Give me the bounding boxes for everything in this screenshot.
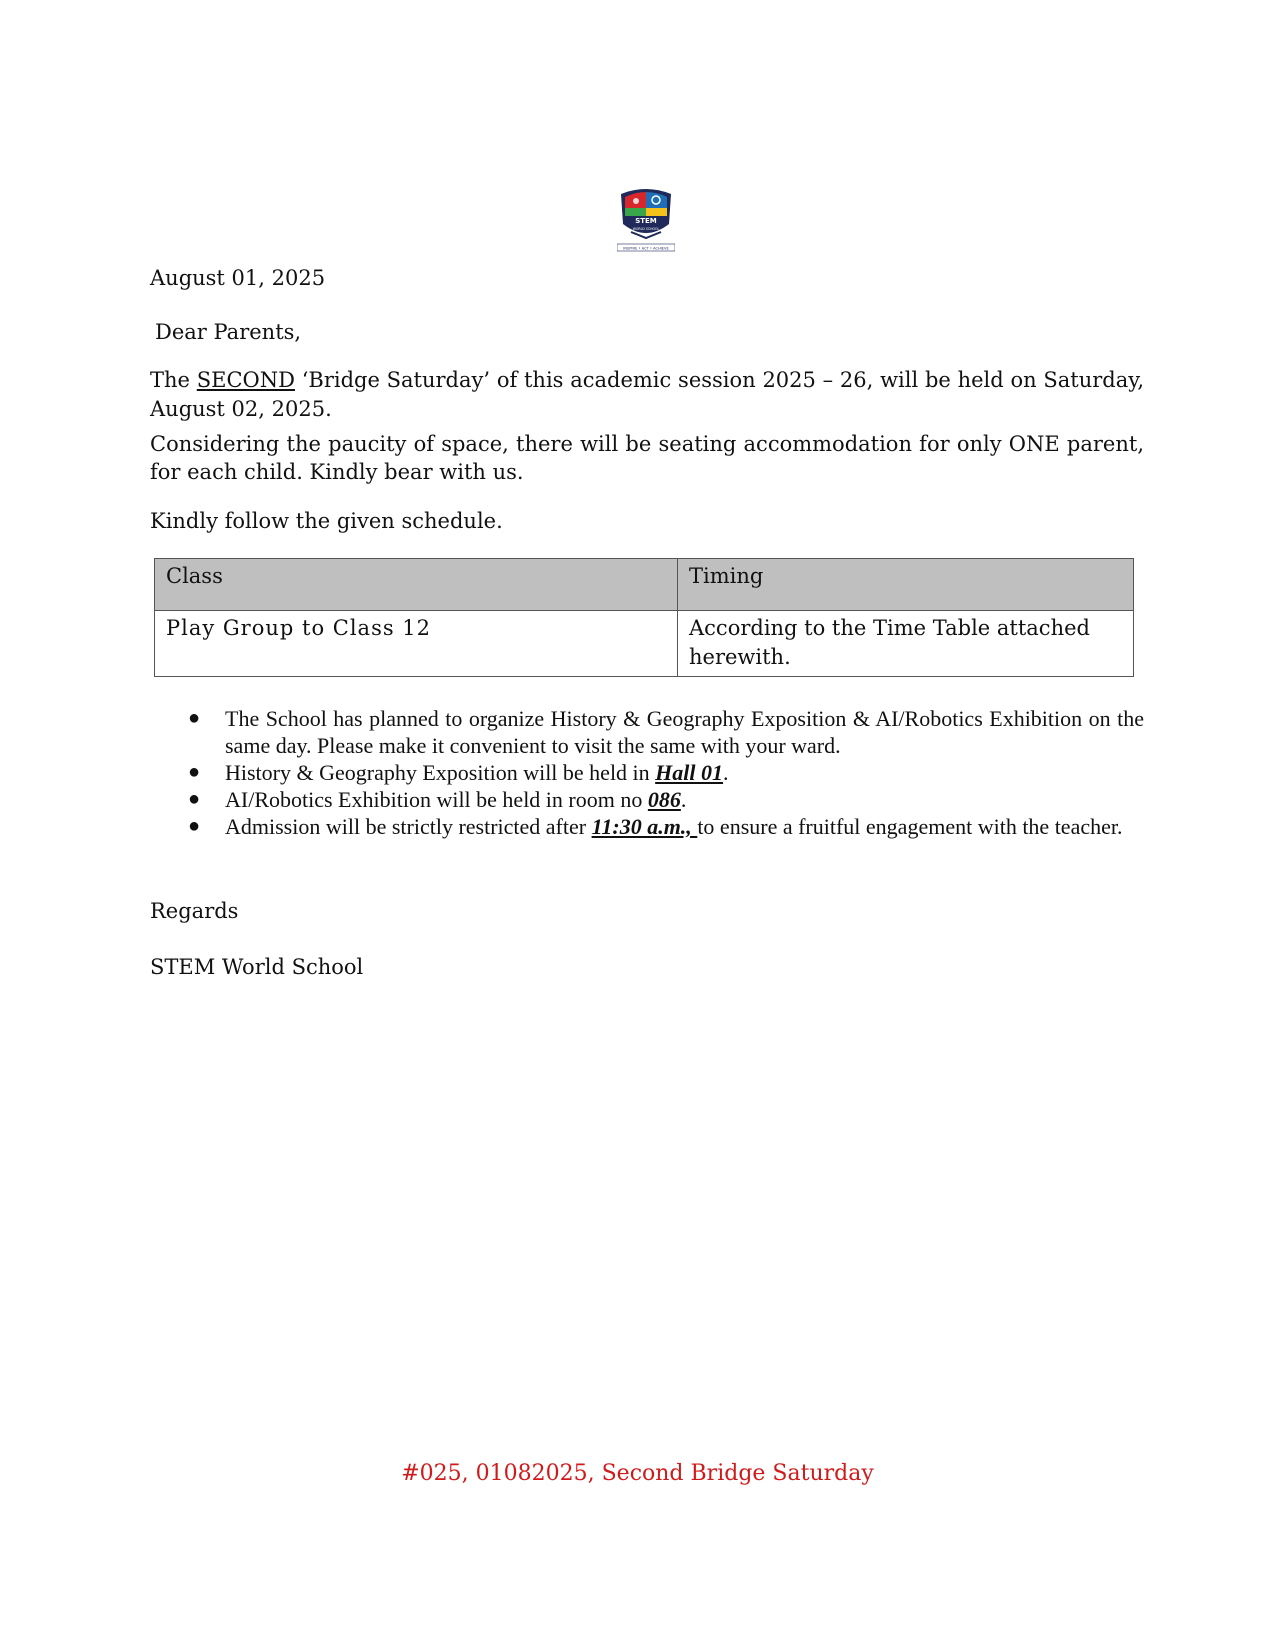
note-post: . [723,760,729,785]
school-logo [617,186,675,254]
list-item [188,813,1144,840]
table-row [155,611,1134,677]
note-pre: AI/Robotics Exhibition will be held in room no [225,787,648,812]
logo-subtext: WORLD SCHOOL [632,227,660,231]
footer-reference: #025, 01082025, Second Bridge Saturday [401,1461,874,1486]
intro-underlined: SECOND [196,368,295,392]
table-header-row [155,559,1134,611]
list-item [188,705,1144,759]
note-pre: Admission will be strictly restricted after [225,814,592,839]
bullet-icon: ● [188,707,201,729]
bullet-icon: ● [188,761,201,783]
note-emphasis: Hall 01 [655,760,724,785]
note-text: The School has planned to organize History & Geography Exposition & AI/Robotics Exhibition on the same day. Please make it convenient to visit the same with your ward. [225,706,1144,758]
note-post: to ensure a fruitful engagement with the teacher. [697,814,1123,839]
list-item [188,786,1144,813]
intro-post: ‘Bridge Saturday’ of this academic session 2025 – 26, will be held on Saturday, August 02, 2025. [150,368,1145,421]
list-item [188,759,1144,786]
notes-list [188,705,1144,840]
letter-date: August 01, 2025 [150,266,326,290]
closing-regards: Regards [150,899,239,923]
logo-text: STEM [635,217,657,225]
note-pre: History & Geography Exposition will be held in [225,760,656,785]
greeting: Dear Parents, [155,320,302,344]
note-emphasis: 086 [647,787,681,812]
signature: STEM World School [150,955,364,979]
intro-pre: The [150,368,197,392]
header-class: Class [155,559,678,611]
bullet-icon: ● [188,788,201,810]
schedule-intro: Kindly follow the given schedule. [150,509,503,533]
note-emphasis: 11:30 a.m., [591,814,698,839]
seating-paragraph: Considering the paucity of space, there will be seating accommodation for only ONE parent, for each child. Kindly bear with us. [150,432,1144,484]
schedule-table [154,558,1134,677]
cell-class: Play Group to Class 12 [155,611,678,677]
logo-motto: INSPIRE • ACT • ACHIEVE [623,246,669,251]
cell-timing: According to the Time Table attached herewith. [678,611,1134,677]
intro-paragraph [150,366,1144,424]
header-timing: Timing [678,559,1134,611]
bullet-icon: ● [188,815,201,837]
note-post: . [680,787,687,812]
